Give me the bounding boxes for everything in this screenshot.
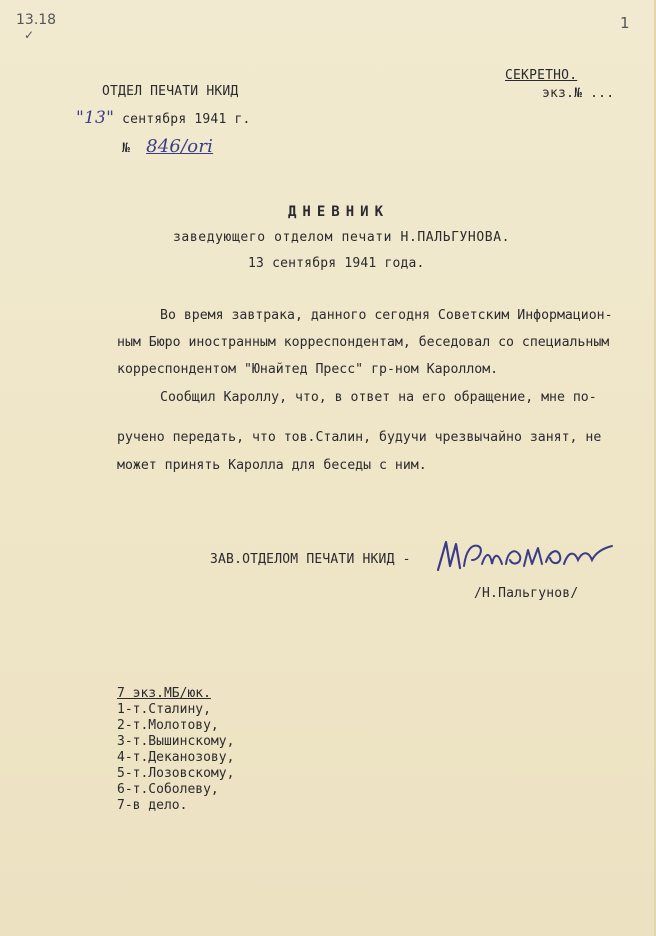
copy-number: экз.№ ...: [542, 86, 615, 101]
document-date: 13 сентября 1941 года.: [248, 256, 425, 271]
signatory-name: /Н.Пальгунов/: [474, 586, 579, 601]
distribution-item: 5-т.Лозовскому,: [117, 766, 235, 781]
number-handwritten: 846/ori: [146, 136, 214, 157]
document-title: ДНЕВНИК: [288, 204, 390, 220]
archive-check-mark: ✓: [24, 28, 35, 42]
distribution-item: 7-в дело.: [117, 798, 188, 813]
body-line-3: корреспондентом "Юнайтед Пресс" гр-ном Кароллом.: [117, 362, 499, 377]
secrecy-stamp: СЕКРЕТНО.: [505, 68, 578, 83]
distribution-item: 4-т.Деканозову,: [117, 750, 235, 765]
body-line-2: ным Бюро иностранным корреспондентам, беседовал со специальным: [117, 335, 610, 350]
distribution-item: 1-т.Сталину,: [117, 702, 211, 717]
number-line: [122, 136, 213, 157]
handwritten-signature: [432, 530, 622, 580]
body-line-6: может принять Каролла для беседы с ним.: [117, 458, 427, 473]
number-label: №: [122, 141, 131, 156]
date-day-handwritten: "13": [76, 108, 115, 128]
distribution-list: [117, 686, 234, 814]
distribution-item: 2-т.Молотову,: [117, 718, 219, 733]
archive-pencil-ref: 13.18: [16, 12, 57, 28]
page-number: 1: [620, 14, 630, 32]
body-line-5: ручено передать, что тов.Сталин, будучи чрезвычайно занят, не: [117, 430, 602, 445]
department-header: ОТДЕЛ ПЕЧАТИ НКИД: [102, 84, 239, 99]
signature-position: ЗАВ.ОТДЕЛОМ ПЕЧАТИ НКИД -: [210, 552, 411, 567]
document-subtitle: заведующего отделом печати Н.ПАЛЬГУНОВА.: [173, 230, 511, 245]
body-line-1: Во время завтрака, данного сегодня Советским Информацион-: [160, 308, 613, 323]
distribution-item: 6-т.Соболеву,: [117, 782, 219, 797]
date-rest: сентября 1941 г.: [122, 112, 251, 127]
distribution-item: 3-т.Вышинскому,: [117, 734, 235, 749]
date-line: [76, 108, 251, 128]
distribution-heading: 7 экз.МБ/юк.: [117, 686, 211, 701]
body-line-4: Сообщил Кароллу, что, в ответ на его обращение, мне по-: [160, 390, 597, 405]
